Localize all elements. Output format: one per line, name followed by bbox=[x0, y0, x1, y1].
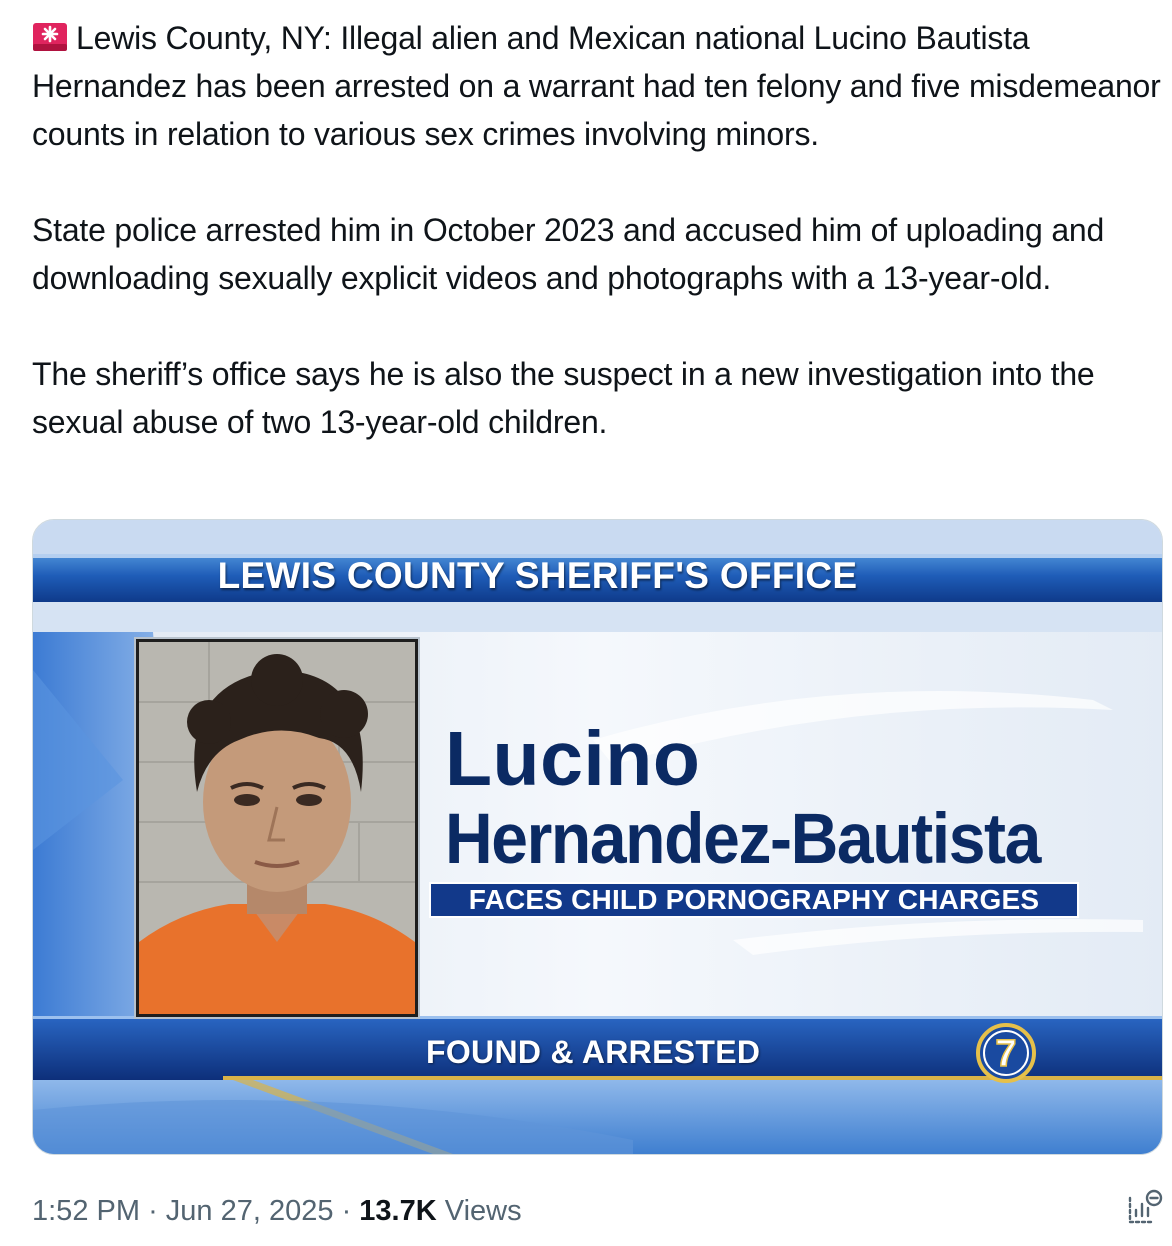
lower-third-label: FOUND & ARRESTED bbox=[426, 1034, 761, 1070]
tweet-date[interactable]: Jun 27, 2025 bbox=[165, 1195, 334, 1227]
suspect-last-name: Hernandez-Bautista bbox=[445, 800, 1040, 879]
tweet-paragraph-3: The sheriff’s office says he is also the suspect in a new investigation into the sexual abuse of two 13-year-old children. bbox=[32, 356, 1095, 440]
tweet-text bbox=[32, 14, 1167, 446]
suspect-first-name: Lucino bbox=[445, 716, 701, 802]
channel-7-logo-icon bbox=[975, 1022, 1037, 1084]
banner-title: LEWIS COUNTY SHERIFF'S OFFICE bbox=[217, 555, 858, 596]
tweet-paragraph-1: Lewis County, NY: Illegal alien and Mexican national Lucino Bautista Hernandez has been arrested on a warrant had ten felony and five misdemeanor counts in relation to various sex crimes involving minors. bbox=[32, 14, 1167, 158]
meta-separator: · bbox=[341, 1195, 352, 1227]
tweet-time[interactable]: 1:52 PM bbox=[32, 1195, 140, 1227]
tweet-meta bbox=[32, 1190, 522, 1232]
svg-text:7: 7 bbox=[995, 1033, 1017, 1075]
views-label: Views bbox=[444, 1195, 522, 1227]
media-image[interactable] bbox=[32, 519, 1163, 1155]
charges-banner: FACES CHILD PORNOGRAPHY CHARGES bbox=[429, 882, 1079, 918]
mugshot-photo bbox=[136, 639, 418, 1017]
meta-separator: · bbox=[148, 1195, 158, 1227]
analytics-icon[interactable] bbox=[1124, 1188, 1164, 1228]
tweet-paragraph-2: State police arrested him in October 2023 and accused him of uploading and downloading sexually explicit videos and photographs with a 13-year-old. bbox=[32, 212, 1105, 296]
siren-icon bbox=[32, 17, 68, 47]
views-count: 13.7K bbox=[359, 1195, 437, 1227]
